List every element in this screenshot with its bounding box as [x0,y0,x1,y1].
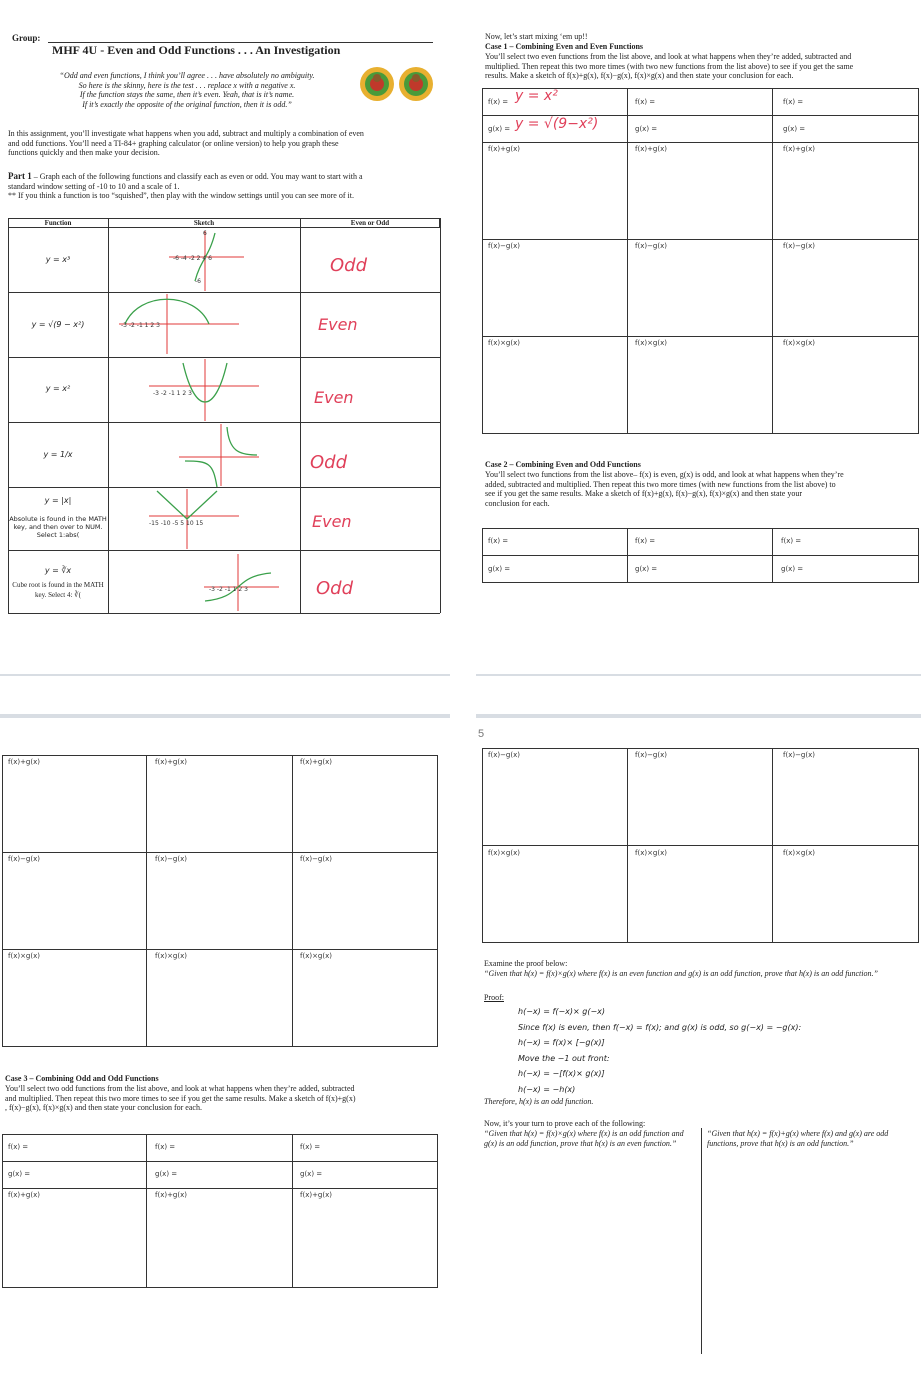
diff-label: f(x)−g(x) [635,242,667,250]
proof-step: h(−x) = −h(x) [518,1084,576,1094]
part1-line: standard window setting of -10 to 10 and a scale of 1. [8,181,180,191]
quote-block [12,71,362,109]
grid-cell [292,949,438,1047]
g-handwritten: y = √(9−x²) [515,116,599,132]
group-label: Group: [12,33,41,43]
page-divider [0,674,450,676]
part1-line: – Graph each of the following functions and classify each as even or odd. You may want to start with a [31,172,363,181]
part1-line: ** If you think a function is too “squished”, then play with the window settings until you can see more of it. [8,191,354,200]
part1-instructions [8,172,438,201]
case3-title: Case 3 – Combining Odd and Odd Functions [5,1074,159,1083]
grid-cell [772,239,919,337]
prod-label: f(x)×g(x) [488,849,520,857]
g-label: g(x) = [783,125,806,133]
g-label: g(x) = [300,1170,323,1178]
page-divider [476,714,921,718]
prove-intro: Now, it’s your turn to prove each of the following: [484,1119,646,1128]
turkey-illustration [358,60,436,108]
grid-cell [482,336,628,434]
page-number: 5 [478,728,485,740]
prod-label: f(x)×g(x) [488,339,520,347]
g-label: g(x) = [635,125,658,133]
grid-cell [146,1188,293,1288]
function-row-5: y = |x| [44,496,72,505]
sum-label: f(x)+g(x) [155,758,187,766]
case3-text [5,1084,445,1113]
grid-cell [2,852,147,950]
case2-title: Case 2 – Combining Even and Odd Functions [485,460,641,469]
grid-cell [627,748,773,846]
case1-line: results. Make a sketch of f(x)+g(x), f(x)−g(x), f(x)×g(x) and then state your conclusion for each. [485,71,794,80]
function-note-row-6: Cube root is found in the MATH key. Select 4: ∛( [12,581,104,599]
intro-line: functions quickly and then make your decision. [8,148,160,157]
case2-text [485,470,921,508]
case2-line: added, subtracted and multiplied. Then repeat this two more times (with new functions from the list above) to [485,479,836,489]
prod-label: f(x)×g(x) [8,952,40,960]
f-label: f(x) = [8,1143,29,1151]
case3-line: You’ll select two odd functions from the list above, and look at what happens when they’re added, subtracted [5,1084,355,1093]
f-label: f(x) = [300,1143,321,1151]
page-divider [0,714,450,718]
prove-divider [701,1128,702,1354]
answer-row-2: Even [318,315,358,334]
page-divider [476,674,921,676]
sum-label: f(x)+g(x) [300,758,332,766]
quote-line: If the function stays the same, then it’s even. Yeah, that is it’s name. [79,90,295,99]
quote-line: “Odd and even functions, I think you’ll agree . . . have absolutely no ambiguity. [59,71,315,80]
f-label: f(x) = [781,537,802,545]
answer-row-5: Even [312,512,352,531]
function-row-4: y = 1/x [43,450,73,459]
prod-label: f(x)×g(x) [635,339,667,347]
grid-cell [292,755,438,853]
function-row-1: y = x³ [45,255,71,264]
case3-line: , f(x)−g(x), f(x)×g(x) and then state your conclusion for each. [5,1103,202,1112]
diff-label: f(x)−g(x) [783,242,815,250]
sum-label: f(x)+g(x) [635,145,667,153]
mixing-heading: Now, let’s start mixing ‘em up!! [485,32,588,41]
proof-step: h(−x) = f(−x)× g(−x) [518,1007,606,1016]
diff-label: f(x)−g(x) [783,751,815,759]
f-label: f(x) = [155,1143,176,1151]
intro-line: In this assignment, you’ll investigate what happens when you add, subtract and multiply a combination of even [8,129,364,138]
prove-task-b: “Given that h(x) = f(x)+g(x) where f(x) and g(x) are odd functions, prove that h(x) is an odd function.” [707,1129,889,1148]
svg-text:-3 -2 -1 1 2 3: -3 -2 -1 1 2 3 [121,322,160,329]
answer-row-3: Even [314,388,354,407]
g-label: g(x) = [488,125,511,133]
part1-sketches [109,229,299,613]
svg-text:-3 -2 -1 1 2 3: -3 -2 -1 1 2 3 [209,586,248,593]
sum-label: f(x)+g(x) [488,145,520,153]
case1-text [485,52,921,81]
grid-cell [146,755,293,853]
grid-cell [2,1188,147,1288]
f-label: f(x) = [635,98,656,106]
proof-conclusion: Therefore, h(x) is an odd function. [484,1097,594,1106]
grid-cell [482,845,628,943]
diff-label: f(x)−g(x) [155,855,187,863]
grid-cell [2,755,147,853]
g-label: g(x) = [488,565,511,573]
svg-text:-15 -10 -5 5 10 15: -15 -10 -5 5 10 15 [149,520,204,527]
proof-intro: Examine the proof below: [484,959,568,968]
grid-cell [772,845,919,943]
svg-text:-3 -2 -1 1 2 3: -3 -2 -1 1 2 3 [153,390,192,397]
case1-line: multiplied. Then repeat this two more times (with two new functions from the list above) to see if you get the same [485,61,854,71]
intro-line: and odd functions. You’ll need a TI-84+ graphing calculator (or online version) to help you graph these [8,138,339,148]
g-label: g(x) = [8,1170,31,1178]
f-label: f(x) = [488,537,509,545]
case1-line: You’ll select two even functions from the list above, and look at what happens when they’re added, subtracted and [485,52,852,61]
function-row-6: y = ∛x [44,566,72,575]
grid-cell [627,336,773,434]
function-row-2: y = √(9 − x²) [31,320,85,329]
quote-line: So here is the skinny, here is the test . . . replace x with a negative x. [78,80,296,90]
grid-cell [146,949,293,1047]
diff-label: f(x)−g(x) [488,751,520,759]
sum-label: f(x)+g(x) [300,1191,332,1199]
case2-line: see if you get the same results. Make a sketch of f(x)+g(x), f(x)−g(x), f(x)×g(x) and then state your [485,489,802,498]
prod-label: f(x)×g(x) [155,952,187,960]
page-title: MHF 4U - Even and Odd Functions . . . An Investigation [52,43,341,57]
proof-label: Proof: [484,993,504,1002]
svg-text:-6: -6 [195,278,201,285]
proof-step: h(−x) = f(x)× [−g(x)] [518,1038,605,1047]
sum-label: f(x)+g(x) [155,1191,187,1199]
function-note-row-5: Absolute is found in the MATH key, and then over to NUM. Select 1:abs( [9,515,107,539]
grid-cell [482,239,628,337]
answer-row-1: Odd [330,255,368,276]
proof-step: Since f(x) is even, then f(−x) = f(x); and g(x) is odd, so g(−x) = −g(x): [518,1022,802,1032]
grid-cell [146,852,293,950]
case3-line: and multiplied. Then repeat this two more times to see if you get the same results. Make a sketch of f(x)+g(x) [5,1093,356,1103]
proof-given: “Given that h(x) = f(x)×g(x) where f(x) is an even function and g(x) is an odd function, prove that h(x) is an odd function.” [484,969,878,978]
grid-cell [292,1188,438,1288]
case1-title: Case 1 – Combining Even and Even Functions [485,42,644,51]
quote-line: If it’s exactly the opposite of the original function, then it is odd.” [82,99,292,109]
svg-text:-6 -4 -2 2 4 6: -6 -4 -2 2 4 6 [173,255,212,262]
prod-label: f(x)×g(x) [783,339,815,347]
header-function: Function [44,219,72,227]
grid-cell [627,142,773,240]
case2-line: You’ll select two functions from the list above– f(x) is even, g(x) is odd, and look at what happens when they’re [485,470,844,479]
case2-line: conclusion for each. [485,498,550,508]
answer-row-6: Odd [316,578,354,599]
g-label: g(x) = [635,565,658,573]
prove-task-a: “Given that h(x) = f(x)×g(x) where f(x) is an odd function and g(x) is an odd function, prove that h(x) is an even function.” [484,1129,684,1148]
proof-steps [518,1004,918,1097]
grid-cell [482,748,628,846]
diff-label: f(x)−g(x) [488,242,520,250]
grid-cell [292,852,438,950]
grid-cell [627,239,773,337]
prod-label: f(x)×g(x) [783,849,815,857]
prod-label: f(x)×g(x) [300,952,332,960]
sum-label: f(x)+g(x) [8,1191,40,1199]
grid-cell [627,845,773,943]
grid-cell [772,748,919,846]
grid-cell [482,142,628,240]
prod-label: f(x)×g(x) [635,849,667,857]
f-label: f(x) = [783,98,804,106]
proof-step: Move the −1 out front: [518,1053,610,1063]
g-label: g(x) = [155,1170,178,1178]
grid-cell [772,336,919,434]
function-row-3: y = x² [45,384,71,393]
sum-label: f(x)+g(x) [8,758,40,766]
diff-label: f(x)−g(x) [635,751,667,759]
svg-text:6: 6 [203,230,207,237]
diff-label: f(x)−g(x) [300,855,332,863]
header-sketch: Sketch [193,219,215,227]
f-label: f(x) = [488,98,509,106]
f-handwritten: y = x² [515,88,558,104]
header-even-odd: Even or Odd [350,219,390,227]
f-label: f(x) = [635,537,656,545]
part1-label: Part 1 [8,171,32,181]
answer-row-4: Odd [310,452,348,473]
sum-label: f(x)+g(x) [783,145,815,153]
proof-step: h(−x) = −[f(x)× g(x)] [518,1069,605,1078]
grid-cell [772,142,919,240]
g-label: g(x) = [781,565,804,573]
intro-paragraph [8,129,438,158]
diff-label: f(x)−g(x) [8,855,40,863]
grid-cell [2,949,147,1047]
